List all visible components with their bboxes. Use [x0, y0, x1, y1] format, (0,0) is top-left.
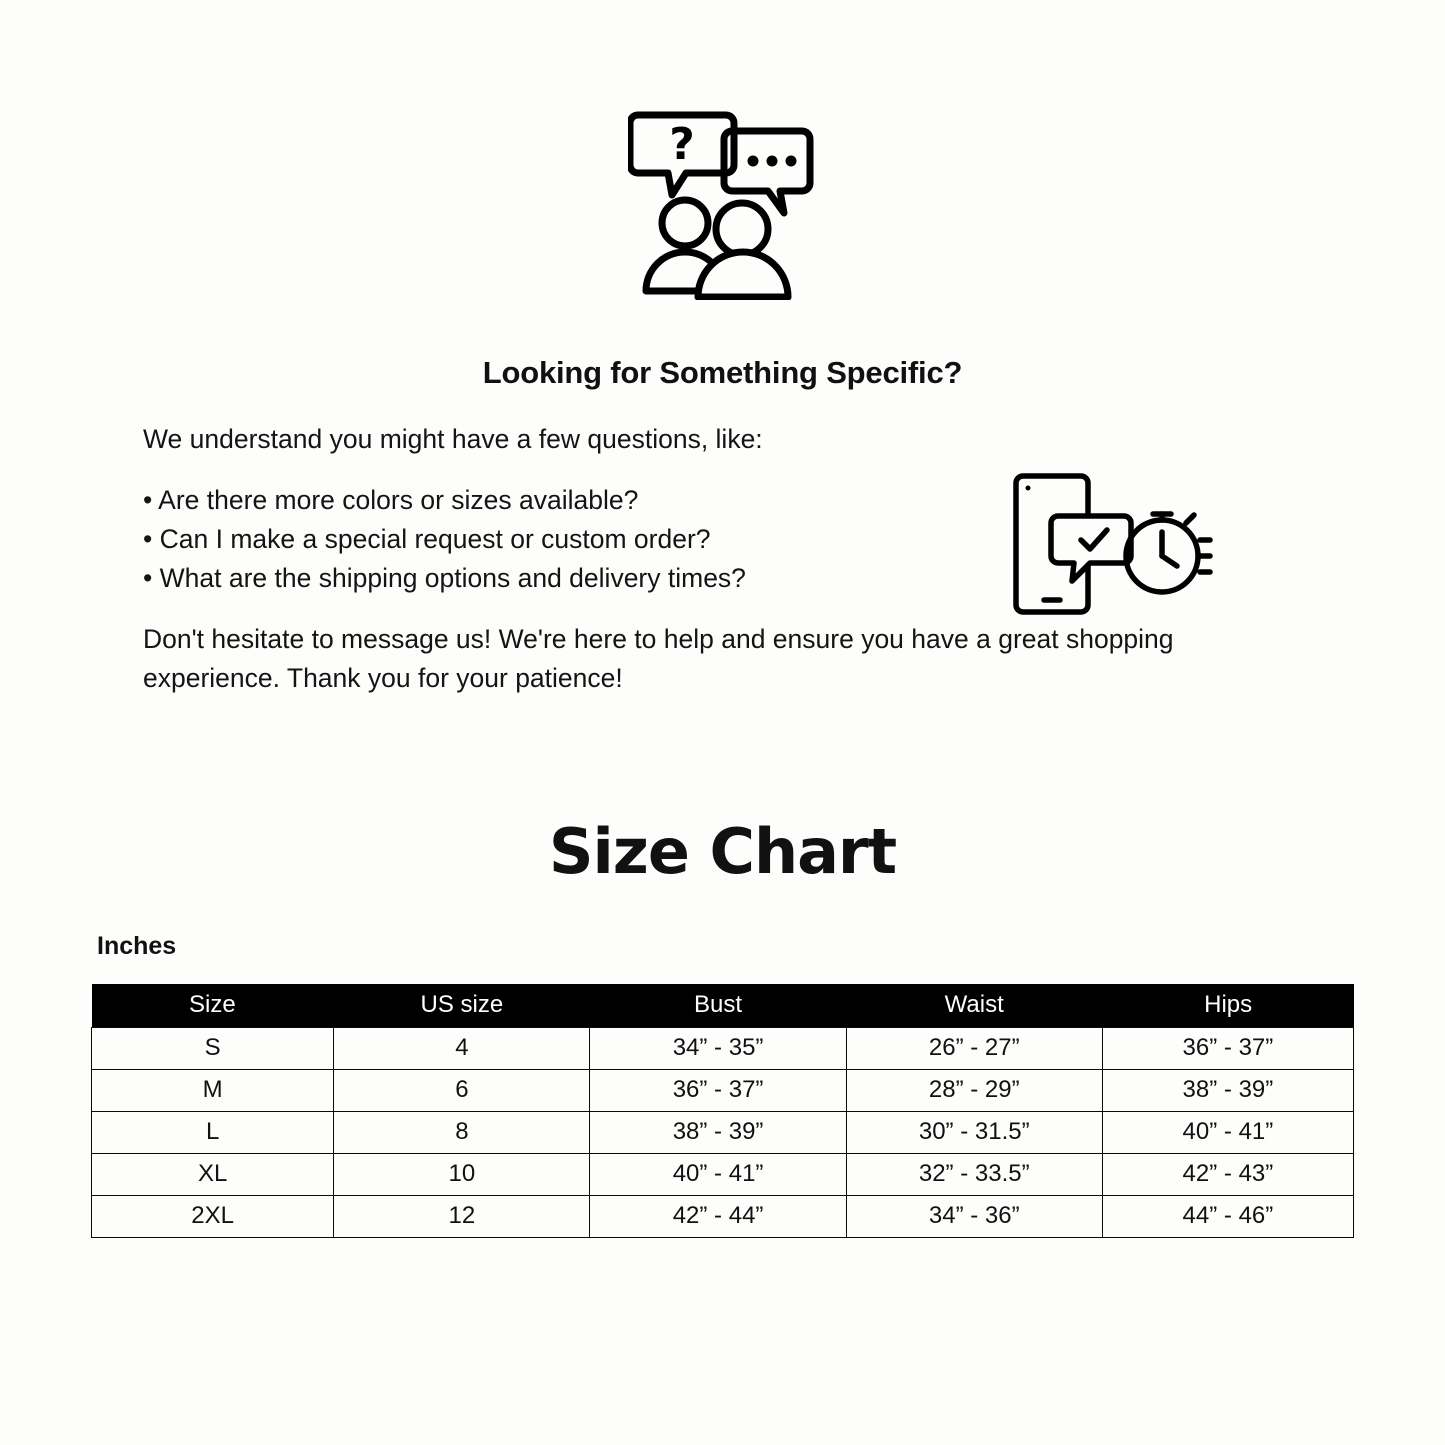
cell-hips: 44” - 46”: [1102, 1196, 1353, 1238]
column-header-size: Size: [92, 984, 334, 1028]
intro-text: We understand you might have a few questions, like:: [143, 424, 763, 454]
table-row: [92, 1112, 1354, 1154]
units-label: Inches: [97, 932, 177, 960]
column-header-us-size: US size: [334, 984, 590, 1028]
table-row: [92, 1196, 1354, 1238]
cell-us: 12: [334, 1196, 590, 1238]
cell-waist: 26” - 27”: [846, 1028, 1102, 1070]
cell-waist: 30” - 31.5”: [846, 1112, 1102, 1154]
cell-waist: 32” - 33.5”: [846, 1154, 1102, 1196]
size-chart-table-wrapper: [91, 984, 1354, 1238]
cell-hips: 36” - 37”: [1102, 1028, 1353, 1070]
list-item: • What are the shipping options and delivery times?: [143, 563, 746, 593]
column-header-bust: Bust: [590, 984, 846, 1028]
table-row: [92, 1154, 1354, 1196]
chat-icon-container: [0, 95, 1445, 300]
size-chart-title: Size Chart: [548, 815, 897, 888]
cell-us: 4: [334, 1028, 590, 1070]
list-item: • Are there more colors or sizes available?: [143, 485, 639, 515]
cell-size: 2XL: [92, 1196, 334, 1238]
phone-timer-icon-container: [1010, 470, 1215, 625]
cell-hips: 42” - 43”: [1102, 1154, 1353, 1196]
cell-us: 6: [334, 1070, 590, 1112]
speech-bubbles-people-icon: [628, 95, 818, 300]
table-row: [92, 1028, 1354, 1070]
outro-text: Don't hesitate to message us! We're here to help and ensure you have a great shopping experience. Thank you for your patience!: [143, 624, 1174, 693]
page-title: Looking for Something Specific?: [482, 355, 963, 390]
question-mark-glyph: ?: [668, 119, 695, 170]
cell-bust: 42” - 44”: [590, 1196, 846, 1238]
cell-us: 10: [334, 1154, 590, 1196]
cell-waist: 34” - 36”: [846, 1196, 1102, 1238]
cell-hips: 38” - 39”: [1102, 1070, 1353, 1112]
column-header-hips: Hips: [1102, 984, 1353, 1028]
cell-us: 8: [334, 1112, 590, 1154]
list-item: • Can I make a special request or custom order?: [143, 524, 711, 554]
cell-bust: 36” - 37”: [590, 1070, 846, 1112]
cell-waist: 28” - 29”: [846, 1070, 1102, 1112]
cell-size: M: [92, 1070, 334, 1112]
cell-bust: 40” - 41”: [590, 1154, 846, 1196]
cell-hips: 40” - 41”: [1102, 1112, 1353, 1154]
phone-message-timer-icon: [1010, 470, 1215, 620]
column-header-waist: Waist: [846, 984, 1102, 1028]
cell-size: L: [92, 1112, 334, 1154]
cell-bust: 38” - 39”: [590, 1112, 846, 1154]
cell-size: XL: [92, 1154, 334, 1196]
size-chart-table: [91, 984, 1354, 1238]
cell-size: S: [92, 1028, 334, 1070]
cell-bust: 34” - 35”: [590, 1028, 846, 1070]
table-row: [92, 1070, 1354, 1112]
table-header-row: [92, 984, 1354, 1028]
